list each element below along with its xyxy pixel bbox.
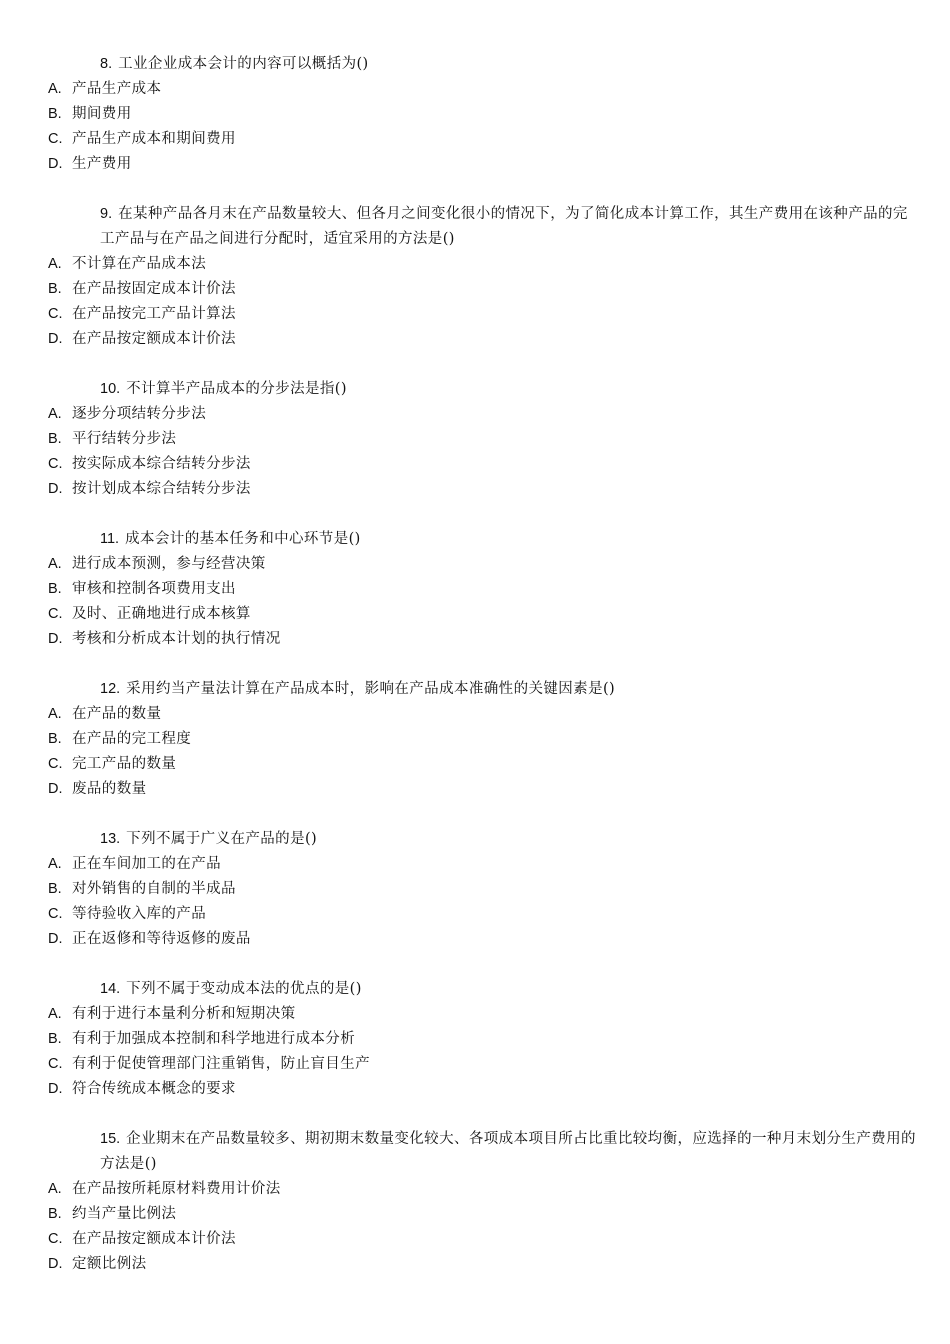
- option-text: 正在车间加工的在产品: [72, 856, 221, 872]
- question-stem: [0, 1127, 950, 1177]
- question-stem: [0, 977, 950, 1002]
- option-text: 审核和控制各项费用支出: [72, 581, 236, 597]
- question-number: 14.: [100, 981, 121, 997]
- option-text: 有利于加强成本控制和科学地进行成本分析: [72, 1031, 356, 1047]
- question-stem: [0, 377, 950, 402]
- option-letter: B.: [48, 106, 62, 122]
- option-text: 在产品的完工程度: [72, 731, 192, 747]
- option-text: 完工产品的数量: [72, 756, 177, 772]
- question-text: 下列不属于变动成本法的优点的是(): [126, 981, 362, 997]
- question-block: [0, 977, 950, 1102]
- question-number: 8.: [100, 56, 113, 72]
- question-number: 11.: [100, 531, 120, 547]
- option-letter: A.: [48, 406, 62, 422]
- option-text: 有利于进行本量利分析和短期决策: [72, 1006, 296, 1022]
- question-block: [0, 677, 950, 802]
- question-block: [0, 1127, 950, 1277]
- question-number: 10.: [100, 381, 121, 397]
- answer-option: [0, 152, 950, 177]
- option-text: 产品生产成本: [72, 81, 162, 97]
- answer-option: [0, 627, 950, 652]
- question-stem: [0, 827, 950, 852]
- option-letter: A.: [48, 256, 62, 272]
- answer-option: [0, 552, 950, 577]
- answer-option: [0, 602, 950, 627]
- option-letter: C.: [48, 131, 63, 147]
- option-text: 等待验收入库的产品: [72, 906, 207, 922]
- question-block: [0, 827, 950, 952]
- option-letter: B.: [48, 581, 62, 597]
- option-text: 不计算在产品成本法: [72, 256, 207, 272]
- question-stem: [0, 202, 950, 252]
- question-number: 12.: [100, 681, 121, 697]
- answer-option: [0, 327, 950, 352]
- question-number: 15.: [100, 1131, 121, 1147]
- question-stem: [0, 52, 950, 77]
- answer-option: [0, 1052, 950, 1077]
- question-number: 13.: [100, 831, 121, 847]
- option-letter: D.: [48, 1256, 63, 1272]
- answer-option: [0, 77, 950, 102]
- option-letter: D.: [48, 1081, 63, 1097]
- option-text: 废品的数量: [72, 781, 147, 797]
- answer-option: [0, 1002, 950, 1027]
- answer-option: [0, 877, 950, 902]
- question-text: 在某种产品各月末在产品数量较大、但各月之间变化很小的情况下，为了简化成本计算工作，其生产费用在该种产品的完工产品与在产品之间进行分配时，适宜采用的方法是(): [100, 206, 908, 247]
- question-block: [0, 527, 950, 652]
- option-letter: D.: [48, 156, 63, 172]
- option-text: 在产品按所耗原材料费用计价法: [72, 1181, 281, 1197]
- answer-option: [0, 277, 950, 302]
- option-text: 产品生产成本和期间费用: [72, 131, 236, 147]
- option-text: 在产品按固定成本计价法: [72, 281, 236, 297]
- option-text: 符合传统成本概念的要求: [72, 1081, 236, 1097]
- option-letter: B.: [48, 431, 62, 447]
- option-letter: B.: [48, 1206, 62, 1222]
- option-text: 按实际成本综合结转分步法: [72, 456, 251, 472]
- answer-option: [0, 702, 950, 727]
- option-letter: A.: [48, 1006, 62, 1022]
- answer-option: [0, 1077, 950, 1102]
- option-letter: C.: [48, 1056, 63, 1072]
- answer-option: [0, 452, 950, 477]
- option-letter: D.: [48, 931, 63, 947]
- option-letter: C.: [48, 606, 63, 622]
- answer-option: [0, 127, 950, 152]
- option-text: 考核和分析成本计划的执行情况: [72, 631, 281, 647]
- option-letter: A.: [48, 556, 62, 572]
- answer-option: [0, 477, 950, 502]
- answer-option: [0, 852, 950, 877]
- question-block: [0, 377, 950, 502]
- option-letter: A.: [48, 1181, 62, 1197]
- option-letter: C.: [48, 306, 63, 322]
- answer-option: [0, 1202, 950, 1227]
- option-letter: B.: [48, 281, 62, 297]
- option-letter: C.: [48, 756, 63, 772]
- answer-option: [0, 402, 950, 427]
- question-block: [0, 202, 950, 352]
- answer-option: [0, 727, 950, 752]
- document-page: [0, 52, 950, 1302]
- answer-option: [0, 252, 950, 277]
- answer-option: [0, 302, 950, 327]
- answer-option: [0, 777, 950, 802]
- option-letter: B.: [48, 731, 62, 747]
- option-text: 生产费用: [72, 156, 132, 172]
- option-letter: B.: [48, 1031, 62, 1047]
- option-text: 对外销售的自制的半成品: [72, 881, 236, 897]
- option-text: 及时、正确地进行成本核算: [72, 606, 251, 622]
- question-block: [0, 52, 950, 177]
- option-letter: D.: [48, 781, 63, 797]
- answer-option: [0, 577, 950, 602]
- answer-option: [0, 1177, 950, 1202]
- answer-option: [0, 927, 950, 952]
- answer-option: [0, 752, 950, 777]
- question-stem: [0, 677, 950, 702]
- answer-option: [0, 427, 950, 452]
- answer-option: [0, 902, 950, 927]
- question-stem: [0, 527, 950, 552]
- option-text: 平行结转分步法: [72, 431, 177, 447]
- option-text: 按计划成本综合结转分步法: [72, 481, 251, 497]
- answer-option: [0, 102, 950, 127]
- option-text: 进行成本预测，参与经营决策: [72, 556, 266, 572]
- question-number: 9.: [100, 206, 113, 222]
- option-text: 在产品按定额成本计价法: [72, 1231, 236, 1247]
- question-text: 企业期末在产品数量较多、期初期末数量变化较大、各项成本项目所占比重比较均衡，应选择的一种月末划分生产费用的方法是(): [100, 1131, 916, 1172]
- option-text: 有利于促使管理部门注重销售，防止盲目生产: [72, 1056, 370, 1072]
- answer-option: [0, 1252, 950, 1277]
- option-letter: B.: [48, 881, 62, 897]
- option-text: 定额比例法: [72, 1256, 147, 1272]
- question-text: 成本会计的基本任务和中心环节是(): [125, 531, 361, 547]
- option-text: 约当产量比例法: [72, 1206, 177, 1222]
- option-letter: C.: [48, 1231, 63, 1247]
- option-text: 在产品按定额成本计价法: [72, 331, 236, 347]
- option-text: 在产品按完工产品计算法: [72, 306, 236, 322]
- option-letter: C.: [48, 906, 63, 922]
- option-letter: D.: [48, 631, 63, 647]
- answer-option: [0, 1227, 950, 1252]
- option-letter: C.: [48, 456, 63, 472]
- question-text: 不计算半产品成本的分步法是指(): [126, 381, 347, 397]
- option-letter: A.: [48, 81, 62, 97]
- option-text: 逐步分项结转分步法: [72, 406, 207, 422]
- answer-option: [0, 1027, 950, 1052]
- option-letter: A.: [48, 856, 62, 872]
- question-text: 工业企业成本会计的内容可以概括为(): [118, 56, 369, 72]
- option-text: 正在返修和等待返修的废品: [72, 931, 251, 947]
- option-letter: D.: [48, 481, 63, 497]
- question-text: 下列不属于广义在产品的是(): [126, 831, 318, 847]
- question-text: 采用约当产量法计算在产品成本时，影响在产品成本准确性的关键因素是(): [126, 681, 616, 697]
- option-text: 在产品的数量: [72, 706, 162, 722]
- option-text: 期间费用: [72, 106, 132, 122]
- option-letter: D.: [48, 331, 63, 347]
- option-letter: A.: [48, 706, 62, 722]
